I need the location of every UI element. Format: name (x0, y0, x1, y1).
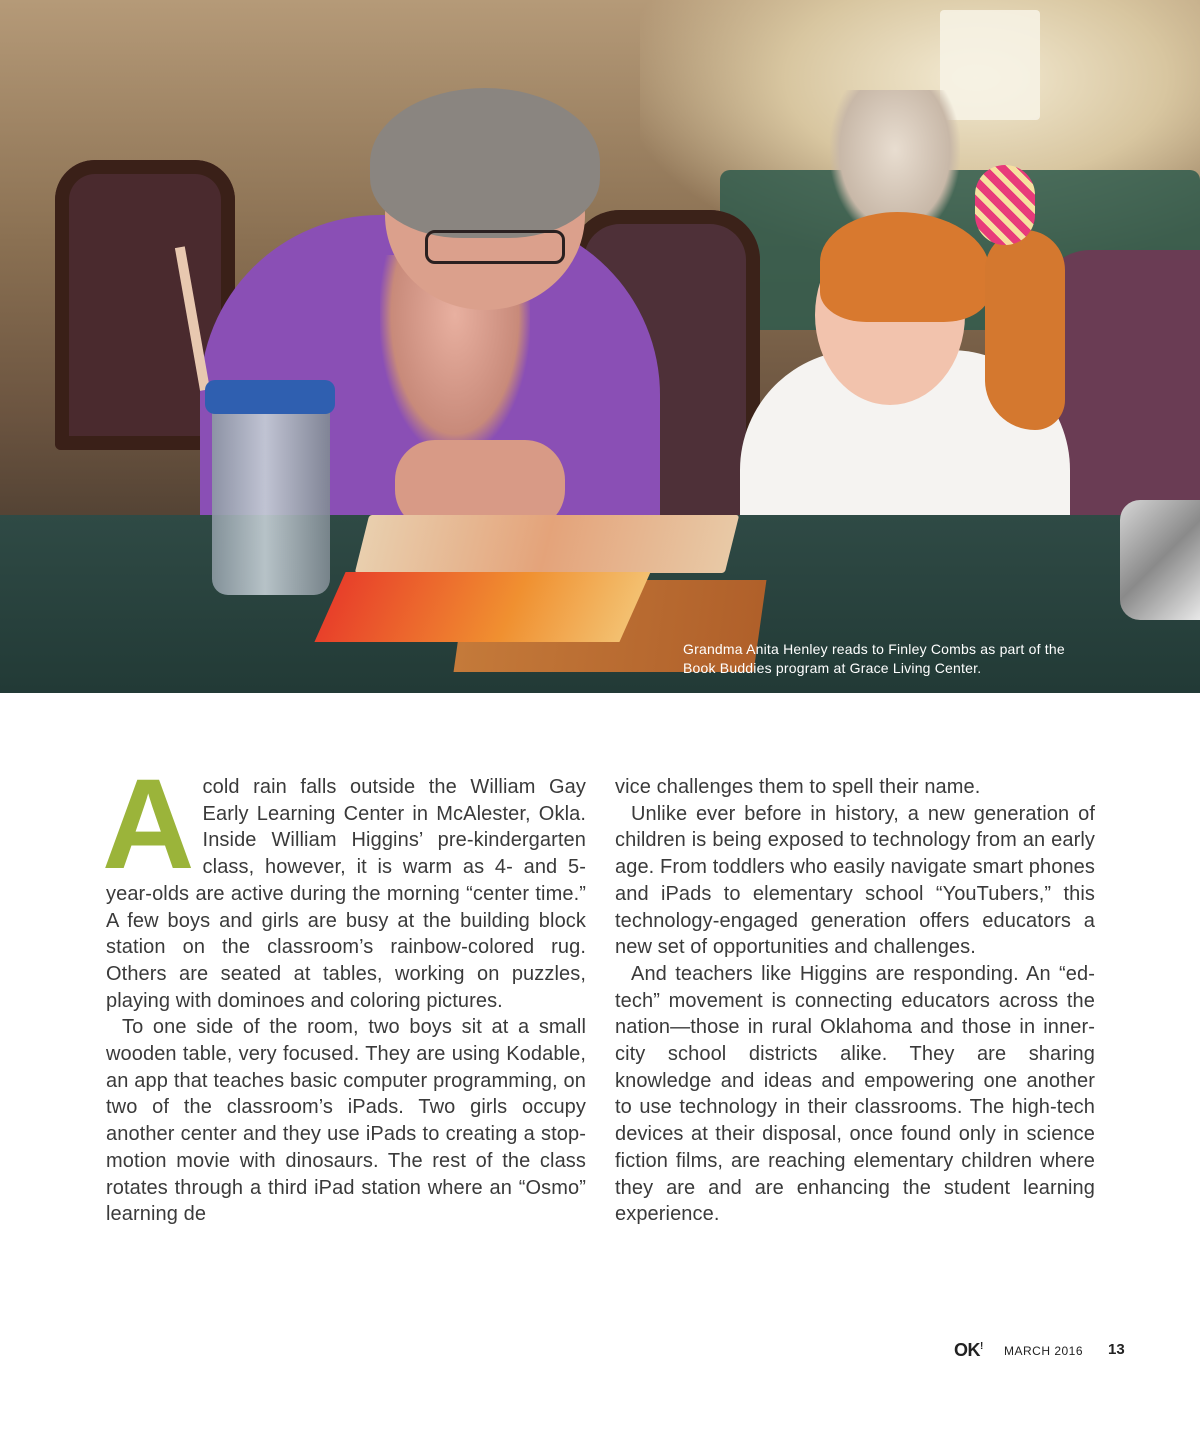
cup-lid (205, 380, 335, 414)
article-paragraph: And teachers like Higgins are responding. An “ed-tech” movement is connecting educators across the nation—those in rural Oklahoma and those in inner-city school districts alike. They are sharing knowledge and ideas and empowering one another to use technology in their classrooms. The high-tech devices at their disposal, once found only in science fiction films, are reaching elementary children where they are and are enhancing the student learning experience. (615, 962, 1095, 1226)
drop-cap: A (102, 753, 195, 896)
article-column-left (102, 753, 586, 1228)
article-paragraph: cold rain falls outside the William Gay Early Learning Center in McAlester, Okla. Inside William Higgins’ pre-kindergarten class, however, it is warm as 4- and 5-year-olds are active during the morning “center time.” A few boys and girls are busy at the building block station on the classroom’s rainbow-colored rug. Others are seated at tables, working on puzzles, playing with dominoes and coloring pictures. (106, 776, 586, 1012)
caption-line: Book Buddies program at Grace Living Center. (683, 660, 982, 676)
girl-ponytail (985, 230, 1065, 430)
article-paragraph: vice challenges them to spell their name. (615, 776, 981, 798)
caption-line: Grandma Anita Henley reads to Finley Combs as part of the (683, 641, 1065, 657)
foil-wrapper (1120, 500, 1200, 620)
logo-mark: ! (980, 1341, 983, 1352)
logo-text: OK (954, 1340, 980, 1360)
hair-bow (975, 165, 1035, 245)
open-book (355, 515, 739, 573)
book-orange (314, 572, 650, 642)
drink-cup (212, 385, 330, 595)
issue-date: MARCH 2016 (1004, 1344, 1084, 1358)
magazine-logo (954, 1340, 983, 1361)
woman-hair (370, 88, 600, 238)
glasses (425, 230, 565, 264)
page-footer (950, 1340, 1130, 1362)
article-paragraph: Unlike ever before in history, a new generation of children is being exposed to technology from an early age. From toddlers who easily navigate smart phones and iPads to elementary school “YouTubers,” this technology-engaged generation offers educators a new set of opportunities and challenges. (615, 802, 1095, 959)
article-paragraph: To one side of the room, two boys sit at a small wooden table, very focused. They are using Kodable, an app that teaches basic computer programming, on two of the classroom’s iPads. Two girls occupy another center and they use iPads to creating a stop-motion movie with dinosaurs. The rest of the class rotates through a third iPad station where an “Osmo” learning de (106, 1016, 586, 1226)
photo-caption (683, 640, 1183, 678)
article-column-right (615, 774, 1095, 1228)
page-number: 13 (1108, 1341, 1125, 1358)
hero-photo (0, 0, 1200, 693)
